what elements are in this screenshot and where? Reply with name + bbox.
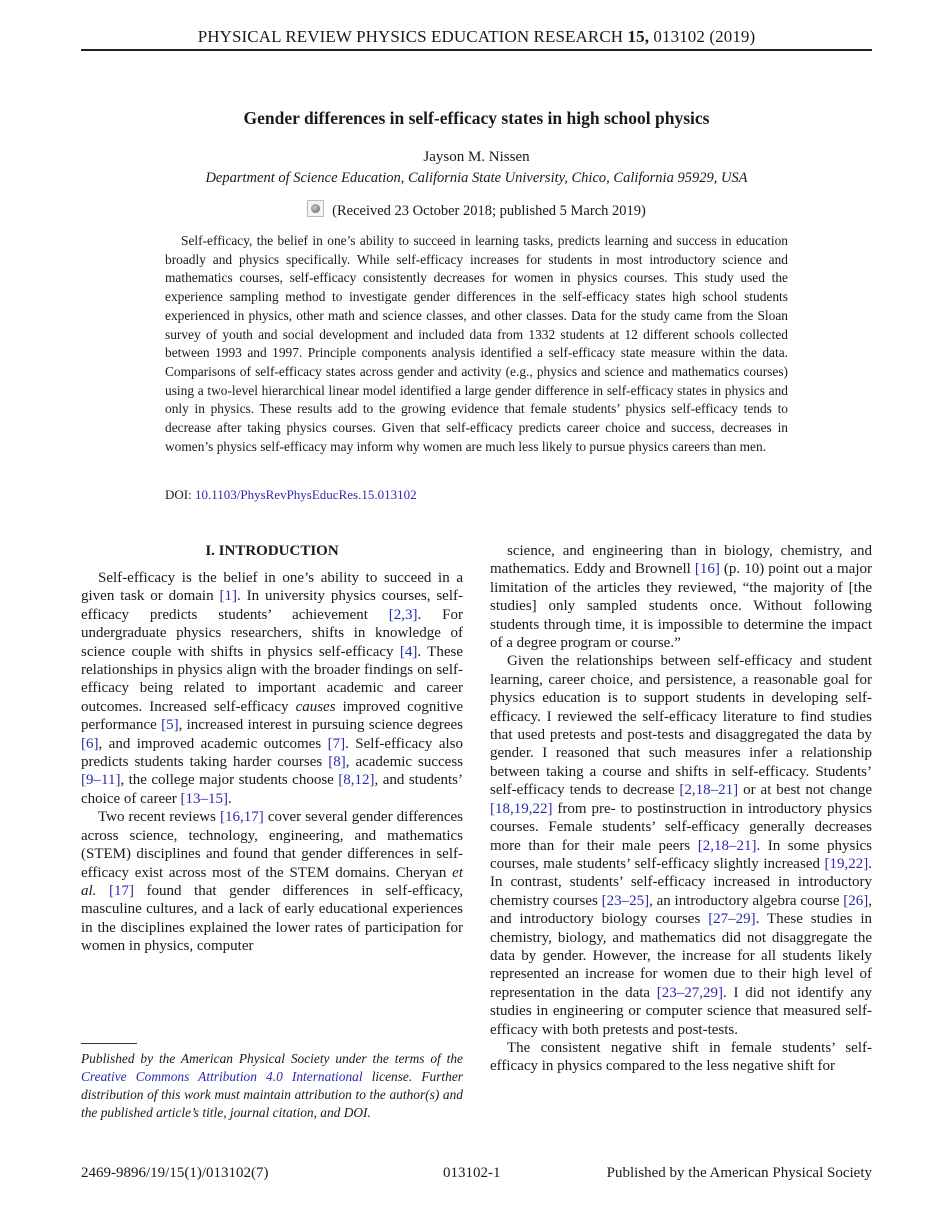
- left-column: [81, 543, 464, 956]
- footnote-text-end: license. Further distribution of this work must maintain attribution to the author(s) and the published article’s title, journal citation, and DOI.: [81, 1069, 463, 1120]
- text-run: . In some physics courses, male students’ self-efficacy slightly increased: [490, 837, 872, 872]
- citation-link[interactable]: [9–11]: [81, 772, 121, 789]
- abstract: Self-efficacy, the belief in one’s ability to succeed in learning tasks, predicts learning and success in education broadly and physics specifically. While self-efficacy increases for students in most introductory science and mathematics courses, self-efficacy consistently decreases for women in physics courses. This study used the experience sampling method to investigate gender differences in the self-efficacy states high school students experienced in physics, other math and science classes, and other classes. Data for the study came from the Sloan survey of youth and social development and included data from 1332 students at 12 different schools collected between 1993 and 1997. Principle components analysis identified a self-efficacy state measure within the data. Comparisons of self-efficacy states across gender and activity (e.g., physics and science and mathematics courses) using a two-level hierarchical linear model identified a large gender difference in self-efficacy states in physics and only in physics. These results add to the growing evidence that female students’ physics self-efficacy tends to decrease after taking physics courses. Given that self-efficacy predicts career choice and success, decreases in women’s physics self-efficacy may inform why women are much less likely to pursue physics careers than men.: [165, 233, 788, 454]
- license-footnote: [81, 1050, 463, 1122]
- doi: [165, 487, 417, 503]
- affiliation: Department of Science Education, California State University, Chico, California 95929, USA: [205, 170, 748, 186]
- author: Jayson M. Nissen: [423, 149, 530, 165]
- text-run: . In university physics courses, self-efficacy predicts students’ achievement: [81, 588, 463, 623]
- text-run: . Self-efficacy also predicts students taking harder courses: [81, 735, 463, 771]
- text-run: , increased interest in pursuing science degrees: [178, 717, 464, 734]
- text-run: . In contrast, students’ self-efficacy increased in introductory chemistry courses: [490, 855, 872, 909]
- text-run: . These studies in chemistry, biology, and mathematics did not disaggregate the data by gender. However, the increase for all students likely represented an increase for women due to their high level of representation in the data: [490, 911, 872, 1001]
- right-column: [490, 542, 872, 1076]
- text-run: Two recent reviews: [98, 809, 220, 826]
- text-run: , and introductory biology courses: [490, 892, 872, 928]
- citation-link[interactable]: [18,19,22]: [490, 800, 553, 817]
- text-run: cover several gender differences across science, technology, engineering, and mathematics (STEM) disciplines and found that gender differences in self-efficacy exist across most of the STEM domains. Cheryan: [81, 809, 464, 881]
- text-run: , and students’ choice of career: [81, 772, 463, 807]
- text-run: , academic success: [345, 754, 464, 771]
- text-run: , the college major students choose: [120, 772, 339, 789]
- text-run: , and improved academic outcomes: [98, 735, 328, 752]
- citation-link[interactable]: [6]: [81, 735, 99, 752]
- received-text: (Received 23 October 2018; published 5 March 2019): [332, 203, 646, 219]
- citation-link[interactable]: [26]: [843, 892, 869, 909]
- running-head: [81, 27, 872, 47]
- article-number-year: 013102 (2019): [649, 27, 756, 46]
- text-run: (p. 10) point out a major limitation of the articles they reviewed, “the majority of [the studies] only sampled students once. Without following students through time, it is impossible to determine the impact of a degree program or course.”: [490, 561, 873, 652]
- header-rule: [81, 49, 872, 51]
- citation-link[interactable]: [16,17]: [219, 809, 264, 826]
- citation-link[interactable]: [23–25]: [601, 892, 650, 909]
- text-run: . For undergraduate physics researchers, shifts in knowledge of science couple with shifts in physics self-efficacy: [81, 606, 463, 660]
- citation-link[interactable]: [2,3]: [388, 606, 418, 623]
- paragraph: [81, 569, 463, 808]
- license-link[interactable]: Creative Commons Attribution 4.0 International: [81, 1069, 363, 1084]
- citation-link[interactable]: [13–15]: [180, 790, 229, 807]
- citation-link[interactable]: [8,12]: [338, 772, 375, 789]
- footer-issn: 2469-9896/19/15(1)/013102(7): [81, 1165, 269, 1181]
- check-for-updates-icon[interactable]: [307, 200, 324, 217]
- text-run: or at best not change: [738, 782, 873, 799]
- paragraph: [81, 808, 463, 955]
- text-run: Given the relationships between self-efficacy and student learning, career choice, and persistence, a reasonable goal for physics education is to support students in developing self-efficacy. I reviewed the self-efficacy literature to find studies that used pretests and post-tests and disaggregated the data by gender. I reasoned that such measures infer a relationship between taking a course and shifts in self-efficacy. Students’ self-efficacy tends to decrease: [490, 653, 872, 799]
- citation-link[interactable]: [7]: [327, 735, 346, 752]
- footer-publisher: Published by the American Physical Society: [606, 1165, 872, 1181]
- page-number: 013102-1: [443, 1165, 501, 1181]
- emphasis-text: et al.: [81, 864, 463, 899]
- citation-link[interactable]: [16]: [694, 561, 720, 578]
- text-run: [96, 883, 109, 899]
- citation-link[interactable]: [4]: [399, 643, 418, 660]
- paragraph: [490, 652, 872, 1039]
- citation-link[interactable]: [17]: [108, 882, 134, 899]
- footnote-text: Published by the American Physical Society under the terms of the: [81, 1051, 463, 1066]
- left-column-body: [81, 569, 463, 956]
- text-run: improved cognitive performance: [81, 698, 463, 734]
- text-run: .: [228, 790, 232, 807]
- text-run: , an introductory algebra course: [649, 892, 844, 909]
- text-run: . These relationships in physics align with the broader findings on self-efficacy being related to important academic and career outcomes. Increased self-efficacy: [81, 643, 463, 715]
- text-run: found that gender differences in self-efficacy, masculine cultures, and a lack of early educational experiences in the disciplines explained the lower rates of participation for women in physics, computer: [81, 882, 463, 955]
- citation-link[interactable]: [2,18–21]: [697, 837, 757, 854]
- citation-link[interactable]: [5]: [161, 717, 179, 734]
- paragraph: [490, 542, 872, 652]
- text-run: . I did not identify any studies in engineering or computer science that measured self-efficacy with both pretests and post-tests.: [490, 984, 872, 1038]
- volume: 15,: [627, 27, 650, 46]
- text-run: from pre- to postinstruction in introductory physics courses. Female students’ self-efficacy generally decreases more than for their male peers: [490, 800, 872, 854]
- doi-label: DOI:: [165, 487, 195, 502]
- paragraph: [490, 1039, 872, 1076]
- text-run: The consistent negative shift in female students’ self-efficacy in physics compared to the less negative shift for: [490, 1039, 872, 1075]
- footnote-rule: [81, 1043, 137, 1044]
- section-heading: I. INTRODUCTION: [205, 543, 339, 559]
- text-run: science, and engineering than in biology, chemistry, and mathematics. Eddy and Brownell: [490, 543, 872, 578]
- citation-link[interactable]: [2,18–21]: [679, 782, 739, 799]
- citation-link[interactable]: [23–27,29]: [656, 984, 724, 1001]
- citation-link[interactable]: [1]: [219, 588, 237, 605]
- doi-link[interactable]: 10.1103/PhysRevPhysEducRes.15.013102: [194, 487, 417, 502]
- citation-link[interactable]: [27–29]: [708, 911, 756, 928]
- citation-link[interactable]: [19,22]: [824, 855, 869, 872]
- text-run: Self-efficacy is the belief in one’s ability to succeed in a given task or domain: [81, 570, 463, 605]
- citation-link[interactable]: [8]: [328, 754, 346, 771]
- received-dates: [81, 200, 872, 220]
- paper-title: Gender differences in self-efficacy states in high school physics: [243, 108, 710, 128]
- journal-name: PHYSICAL REVIEW PHYSICS EDUCATION RESEARCH: [197, 27, 628, 46]
- emphasis-text: causes: [295, 698, 336, 715]
